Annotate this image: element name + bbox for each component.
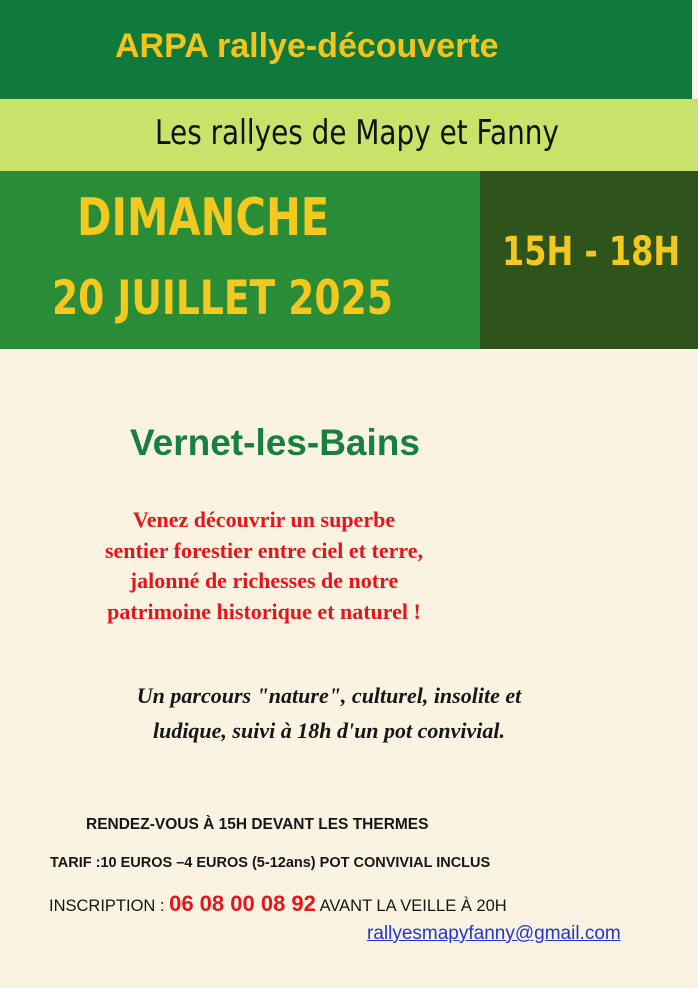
event-day: DIMANCHE xyxy=(77,188,330,248)
date-block xyxy=(0,171,480,349)
event-place: Vernet-les-Bains xyxy=(130,422,420,463)
subtitle: Les rallyes de Mapy et Fanny xyxy=(155,113,559,153)
description-line: patrimoine historique et naturel ! xyxy=(107,598,421,624)
description-italic xyxy=(0,678,658,748)
meeting-point: RENDEZ-VOUS À 15H DEVANT LES THERMES xyxy=(86,816,429,833)
description-line: jalonné de richesses de notre xyxy=(129,568,399,593)
hours-block xyxy=(480,171,698,349)
email-link[interactable]: rallyesmapyfanny@gmail.com xyxy=(367,923,621,944)
italic-line: Un parcours "nature", culturel, insolite et xyxy=(136,683,522,708)
main-title: ARPA rallye-découverte xyxy=(115,27,499,65)
description-line: Venez découvrir un superbe xyxy=(132,507,396,532)
registration-label: INSCRIPTION : xyxy=(49,897,170,915)
registration-deadline: AVANT LA VEILLE À 20H xyxy=(315,897,507,915)
phone-number[interactable]: 06 08 00 08 92 xyxy=(169,891,316,916)
registration-line xyxy=(49,891,507,917)
title-banner xyxy=(0,0,692,99)
italic-line: ludique, suivi à 18h d'un pot convivial. xyxy=(152,718,506,743)
price-info: TARIF :10 EUROS –4 EUROS (5-12ans) POT CONVIVIAL INCLUS xyxy=(50,855,491,871)
event-date: 20 JUILLET 2025 xyxy=(52,271,393,326)
description-red xyxy=(0,505,528,627)
subtitle-banner xyxy=(0,99,698,171)
event-hours: 15H - 18H xyxy=(502,229,681,275)
description-line: sentier forestier entre ciel et terre, xyxy=(104,537,423,563)
